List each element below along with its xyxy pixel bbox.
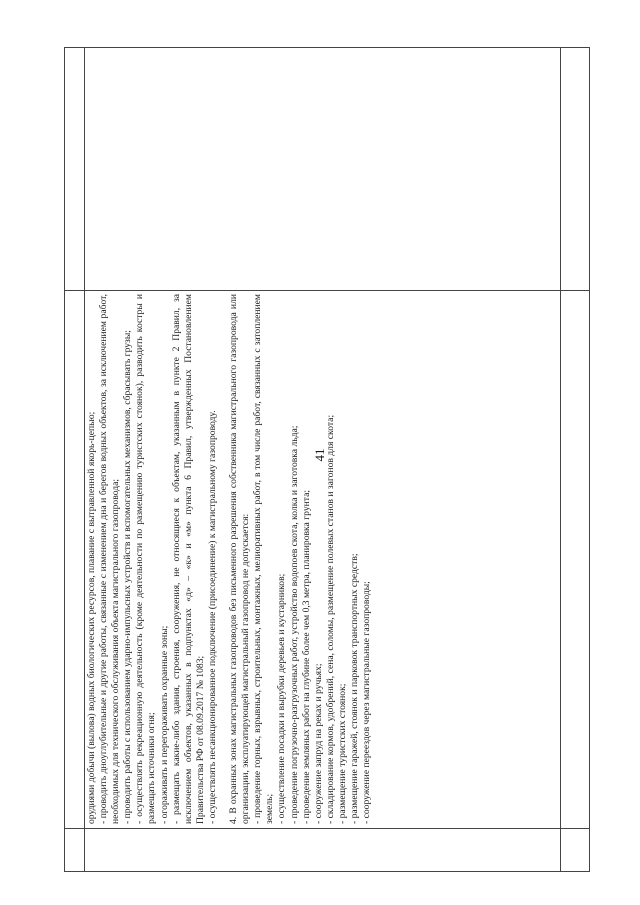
paragraph: - размещать какие-либо здания, строения, сооружения, не относящиеся к объектам, указанным в пункте 2 Правил, за исключением объектов, указанных в подпунктах «д» – «к» и «м» пункта 6 Правил, утвержденных Постановлением Правительства РФ от 08.09.2017 № 1083; <box>170 294 206 824</box>
paragraph: - размещение гаражей, стоянок и парковок транспортных средств; <box>348 553 360 824</box>
paragraph: - проведение погрузочно-разгрузочных работ, устройство водопоев скота, колка и заготовка льда; <box>288 425 300 824</box>
paragraph: - сооружение запруд на реках и ручьях; <box>312 663 324 824</box>
paragraph: - огораживать и перегораживать охранные зоны; <box>158 625 170 824</box>
page-number: 41 <box>312 448 327 462</box>
paragraph: - осуществление посадки и вырубки деревьев и кустарников; <box>276 573 288 824</box>
paragraph: - размещение туристских стоянок; <box>336 683 348 824</box>
restrictions-block-1 <box>86 294 219 824</box>
paragraph: 4. В охранных зонах магистральных газопроводов без письменного разрешения собственника магистрального газопровода или организации, эксплуатирующей магистральный газопровод не допускается: <box>228 294 252 824</box>
paragraph: - проводить дноуглубительные и другие работы, связанные с изменением дна и берегов водных объектов, за исключением работ, необходимых для технического обслуживания объекта магистрального газопровода; <box>98 294 122 824</box>
paragraph: - складирование кормов, удобрений, сена, соломы, размещение полевых станов и загонов для скота; <box>324 414 336 824</box>
paragraph-gap <box>219 294 228 824</box>
table-text-cell <box>84 290 560 828</box>
paragraph: - сооружение переездов через магистральные газопроводы; <box>361 581 373 824</box>
table-divider-right-margin <box>560 47 561 872</box>
table-divider-left-column <box>64 828 590 829</box>
paragraph: - осуществлять рекреационную деятельность (кроме деятельности по размещению туристских стоянок), разводить костры и размещать источники огня; <box>134 294 158 824</box>
restrictions-block-2 <box>228 294 373 824</box>
paragraph: - проводить работы с использованием ударно-импульсных устройств и вспомогательных механизмов, сбрасывать грузы; <box>122 330 134 824</box>
paragraph: орудиями добычи (вылова) водных биологических ресурсов, плавание с вытравленной якорь-цепью; <box>86 411 97 824</box>
paragraph: - осуществлять несанкционированное подключение (присоединение) к магистральному газопроводу. <box>206 410 218 824</box>
paragraph: - проведение горных, взрывных, строительных, монтажных, мелиоративных работ, в том числе работ, связанных с затоплением земель; <box>252 294 276 824</box>
paragraph: - проведение земляных работ на глубине более чем 0,3 метра, планировка грунта; <box>300 490 312 824</box>
